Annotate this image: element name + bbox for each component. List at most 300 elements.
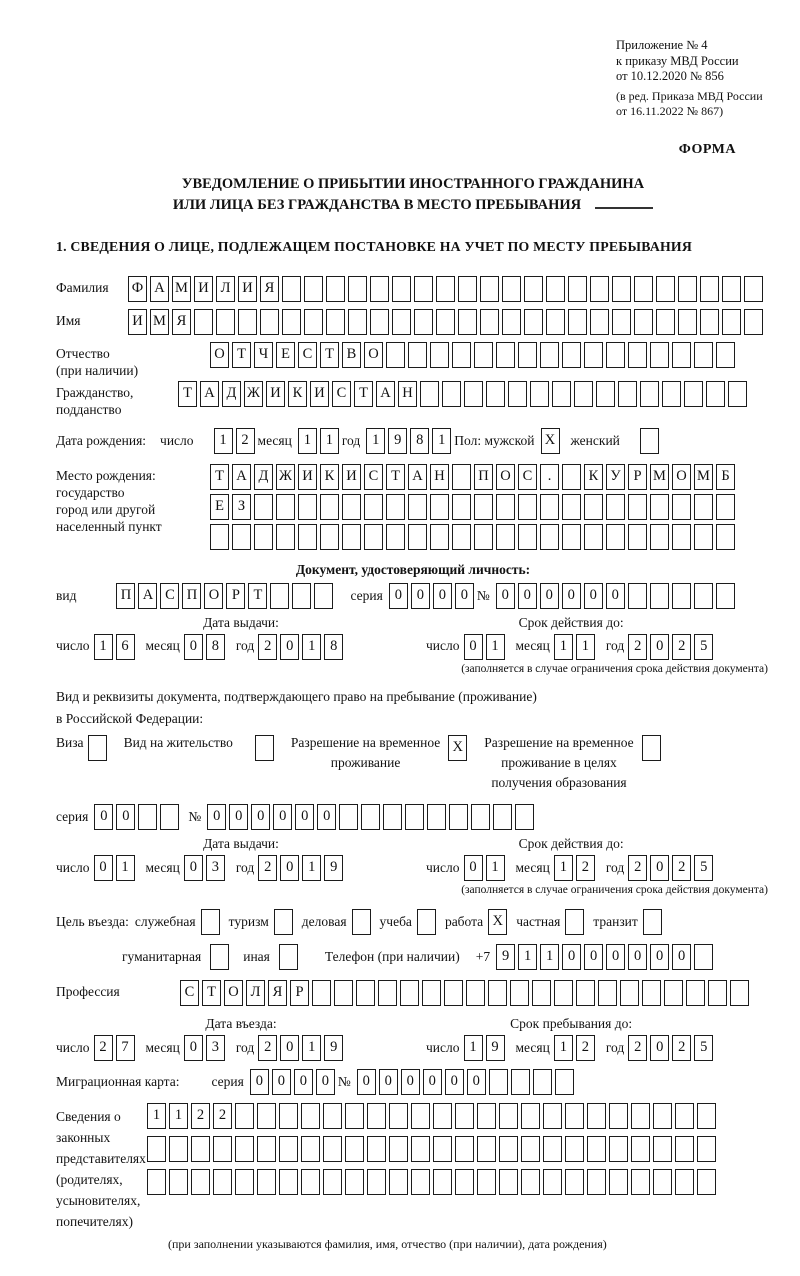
char-cell — [653, 1136, 672, 1162]
char-cell — [477, 1136, 496, 1162]
char-cell — [342, 494, 361, 520]
char-cell — [590, 309, 609, 335]
char-cell: 9 — [324, 855, 343, 881]
char-cell — [722, 309, 741, 335]
char-cell — [716, 583, 735, 609]
identity-doc-heading: Документ, удостоверяющий личность: — [295, 562, 531, 578]
char-cell — [389, 1169, 408, 1195]
char-cell — [502, 309, 521, 335]
char-cell — [260, 309, 279, 335]
char-cell — [471, 804, 490, 830]
char-cell — [653, 1169, 672, 1195]
char-cell — [489, 1069, 508, 1095]
char-cell — [422, 980, 441, 1006]
entry-month-label: месяц — [145, 1039, 180, 1055]
phone-label: Телефон (при наличии) — [324, 948, 460, 964]
char-cell: 2 — [672, 855, 691, 881]
char-cell: 1 — [169, 1103, 188, 1129]
citizenship-label: Гражданство, подданство — [56, 385, 134, 418]
identity-issue-heading: Дата выдачи: — [203, 615, 279, 631]
residence-valid-month-cells — [554, 855, 598, 881]
char-cell — [521, 1169, 540, 1195]
char-cell: 0 — [272, 1069, 291, 1095]
char-cell: 0 — [650, 1035, 669, 1061]
identity-vid-label: вид — [56, 587, 77, 603]
char-cell: О — [672, 464, 691, 490]
birth-month-label: месяц — [257, 432, 292, 448]
identity-valid-year-label: год — [605, 638, 625, 654]
char-cell: 1 — [576, 634, 595, 660]
char-cell — [640, 381, 659, 407]
residence-option-visa: Виза — [56, 733, 110, 761]
char-cell — [700, 309, 719, 335]
residence-issue-month-cells — [184, 855, 228, 881]
char-cell — [540, 342, 559, 368]
form-title — [56, 174, 770, 216]
char-cell: 1 — [366, 428, 385, 454]
char-cell — [411, 1169, 430, 1195]
char-cell — [455, 1103, 474, 1129]
purpose-checkbox — [210, 944, 229, 970]
char-cell: 2 — [672, 1035, 691, 1061]
char-cell: Т — [210, 464, 229, 490]
char-cell — [367, 1103, 386, 1129]
char-cell: Б — [716, 464, 735, 490]
char-cell: 1 — [320, 428, 339, 454]
identity-issue-day-cells — [94, 634, 138, 660]
char-cell — [532, 980, 551, 1006]
char-cell: Ф — [128, 276, 147, 302]
char-cell: О — [364, 342, 383, 368]
char-cell: 0 — [672, 944, 691, 970]
char-cell: 0 — [316, 1069, 335, 1095]
appendix-line: от 10.12.2020 № 856 — [616, 69, 724, 84]
char-cell: И — [266, 381, 285, 407]
char-cell: И — [238, 276, 257, 302]
char-cell: 9 — [388, 428, 407, 454]
char-cell — [499, 1103, 518, 1129]
char-cell: 9 — [496, 944, 515, 970]
identity-issue-day-label: число — [56, 638, 90, 654]
form-title-line1: УВЕДОМЛЕНИЕ О ПРИБЫТИИ ИНОСТРАННОГО ГРАЖДАНИНА — [181, 176, 645, 193]
stay-month-label: месяц — [515, 1039, 550, 1055]
identity-doc-note: (заполняется в случае ограничения срока действия документа) — [461, 662, 768, 675]
char-cell: 2 — [258, 855, 277, 881]
stay-day-cells — [464, 1035, 508, 1061]
char-cell — [609, 1136, 628, 1162]
char-cell: 0 — [423, 1069, 442, 1095]
char-cell: Т — [248, 583, 267, 609]
char-cell: Я — [260, 276, 279, 302]
char-cell — [524, 276, 543, 302]
char-cell — [716, 524, 735, 550]
char-cell — [279, 1136, 298, 1162]
char-cell — [678, 276, 697, 302]
residence-valid-day-cells — [464, 855, 508, 881]
residence-issue-heading: Дата выдачи: — [203, 836, 279, 852]
char-cell — [694, 583, 713, 609]
char-cell: 1 — [486, 855, 505, 881]
char-cell: Л — [216, 276, 235, 302]
char-cell — [442, 381, 461, 407]
char-cell — [455, 1169, 474, 1195]
char-cell — [257, 1136, 276, 1162]
identity-seria-label: серия — [350, 587, 383, 603]
char-cell: 1 — [147, 1103, 166, 1129]
char-cell: 0 — [464, 855, 483, 881]
purpose-option: туризм — [229, 909, 293, 935]
char-cell — [345, 1169, 364, 1195]
char-cell — [436, 309, 455, 335]
char-cell — [254, 524, 273, 550]
char-cell — [361, 804, 380, 830]
char-cell — [631, 1169, 650, 1195]
char-cell — [383, 804, 402, 830]
char-cell — [488, 980, 507, 1006]
residence-options — [56, 733, 770, 792]
char-cell — [466, 980, 485, 1006]
char-cell — [370, 276, 389, 302]
char-cell — [511, 1069, 530, 1095]
blank-underline — [595, 207, 653, 209]
char-cell: С — [332, 381, 351, 407]
char-cell — [634, 276, 653, 302]
char-cell: 0 — [184, 1035, 203, 1061]
purpose-option: служебная — [135, 909, 220, 935]
char-cell: 1 — [518, 944, 537, 970]
birth-place-cells — [210, 464, 738, 554]
char-cell — [420, 381, 439, 407]
forma-label: ФОРМА — [678, 141, 736, 157]
char-cell — [191, 1136, 210, 1162]
char-cell — [433, 1136, 452, 1162]
char-cell — [606, 494, 625, 520]
char-cell — [408, 494, 427, 520]
char-cell — [612, 276, 631, 302]
char-cell: А — [150, 276, 169, 302]
char-cell: М — [150, 309, 169, 335]
char-cell: 0 — [540, 583, 559, 609]
char-cell — [408, 524, 427, 550]
char-cell — [502, 276, 521, 302]
char-cell: 3 — [206, 1035, 225, 1061]
char-cell — [574, 381, 593, 407]
sex-male-checkbox: X — [541, 428, 560, 454]
purpose-checkbox — [201, 909, 220, 935]
phone-group — [325, 944, 716, 970]
char-cell: 0 — [295, 804, 314, 830]
char-cell: 2 — [576, 1035, 595, 1061]
entry-year-label: год — [235, 1039, 255, 1055]
char-cell — [716, 494, 735, 520]
char-cell — [345, 1103, 364, 1129]
char-cell — [326, 309, 345, 335]
char-cell — [650, 494, 669, 520]
identity-issue-month-label: месяц — [145, 638, 180, 654]
char-cell: Ч — [254, 342, 273, 368]
char-cell — [169, 1136, 188, 1162]
char-cell — [477, 1169, 496, 1195]
identity-valid-day-cells — [464, 634, 508, 660]
char-cell — [480, 276, 499, 302]
char-cell — [378, 980, 397, 1006]
char-cell: 0 — [650, 855, 669, 881]
surname-cells — [128, 276, 766, 302]
char-cell: Т — [202, 980, 221, 1006]
identity-issue-year-cells — [258, 634, 346, 660]
char-cell — [499, 1169, 518, 1195]
char-cell — [664, 980, 683, 1006]
stay-year-label: год — [605, 1039, 625, 1055]
char-cell: 0 — [584, 583, 603, 609]
char-cell — [620, 980, 639, 1006]
char-cell: 0 — [280, 855, 299, 881]
char-cell — [716, 342, 735, 368]
char-cell — [562, 342, 581, 368]
char-cell — [386, 524, 405, 550]
char-cell — [449, 804, 468, 830]
char-cell — [458, 276, 477, 302]
char-cell — [672, 342, 691, 368]
residence-issue-day-cells — [94, 855, 138, 881]
char-cell — [587, 1136, 606, 1162]
char-cell — [554, 980, 573, 1006]
char-cell — [565, 1103, 584, 1129]
vnj-checkbox — [255, 735, 274, 761]
char-cell — [430, 342, 449, 368]
char-cell: . — [540, 464, 559, 490]
char-cell — [301, 1169, 320, 1195]
char-cell — [672, 494, 691, 520]
char-cell — [216, 309, 235, 335]
char-cell: О — [204, 583, 223, 609]
char-cell — [282, 309, 301, 335]
char-cell: 2 — [258, 634, 277, 660]
char-cell — [706, 381, 725, 407]
purpose-checkbox — [643, 909, 662, 935]
char-cell: К — [584, 464, 603, 490]
char-cell: 0 — [207, 804, 226, 830]
char-cell — [213, 1136, 232, 1162]
char-cell: С — [298, 342, 317, 368]
char-cell: 5 — [694, 855, 713, 881]
char-cell: 2 — [213, 1103, 232, 1129]
birth-place-row2 — [210, 494, 738, 520]
migration-num-label: № — [337, 1073, 351, 1089]
char-cell: Е — [210, 494, 229, 520]
char-cell: О — [496, 464, 515, 490]
purpose-option: гуманитарная — [122, 944, 229, 970]
char-cell: 0 — [251, 804, 270, 830]
char-cell — [609, 1103, 628, 1129]
char-cell: Л — [246, 980, 265, 1006]
purpose-checkbox — [565, 909, 584, 935]
identity-doc-row — [56, 583, 770, 609]
char-cell: А — [200, 381, 219, 407]
entry-year-cells — [258, 1035, 346, 1061]
birth-date-label: Дата рождения: — [56, 432, 147, 448]
char-cell — [590, 276, 609, 302]
char-cell — [298, 524, 317, 550]
birth-place-row1 — [210, 464, 738, 490]
char-cell: 0 — [357, 1069, 376, 1095]
stay-until-heading: Срок пребывания до: — [510, 1016, 633, 1032]
char-cell — [515, 804, 534, 830]
migration-card-row — [56, 1069, 770, 1095]
char-cell: С — [518, 464, 537, 490]
char-cell — [684, 381, 703, 407]
char-cell — [458, 309, 477, 335]
residence-seria-cells — [94, 804, 182, 830]
char-cell — [722, 276, 741, 302]
char-cell: З — [232, 494, 251, 520]
char-cell — [342, 524, 361, 550]
identity-doc-dates — [56, 615, 770, 660]
char-cell — [276, 524, 295, 550]
char-cell: И — [342, 464, 361, 490]
char-cell — [238, 309, 257, 335]
char-cell — [496, 494, 515, 520]
char-cell — [552, 381, 571, 407]
char-cell: 0 — [250, 1069, 269, 1095]
char-cell — [650, 524, 669, 550]
char-cell — [169, 1169, 188, 1195]
char-cell — [323, 1103, 342, 1129]
legal-reps-label: Сведения о законных представителях (родителях, усыновителях, попечителях) — [56, 1109, 146, 1229]
char-cell — [279, 1169, 298, 1195]
char-cell — [348, 276, 367, 302]
entry-month-cells — [184, 1035, 228, 1061]
char-cell — [508, 381, 527, 407]
char-cell — [562, 494, 581, 520]
residence-doc-dates — [56, 836, 770, 881]
char-cell: С — [364, 464, 383, 490]
char-cell — [650, 342, 669, 368]
char-cell — [370, 309, 389, 335]
char-cell — [389, 1103, 408, 1129]
char-cell — [455, 1136, 474, 1162]
purpose-checkbox — [352, 909, 371, 935]
migration-card-label: Миграционная карта: — [56, 1073, 180, 1089]
char-cell — [235, 1103, 254, 1129]
char-cell — [279, 1103, 298, 1129]
char-cell: 1 — [554, 1035, 573, 1061]
char-cell: 6 — [116, 634, 135, 660]
char-cell — [452, 524, 471, 550]
char-cell: А — [376, 381, 395, 407]
char-cell — [728, 381, 747, 407]
char-cell — [628, 342, 647, 368]
char-cell — [474, 494, 493, 520]
char-cell: 1 — [540, 944, 559, 970]
char-cell: Е — [276, 342, 295, 368]
char-cell: 0 — [606, 944, 625, 970]
char-cell — [392, 276, 411, 302]
name-cells — [128, 309, 766, 335]
char-cell — [210, 524, 229, 550]
char-cell: Р — [628, 464, 647, 490]
char-cell — [323, 1136, 342, 1162]
purpose-checkbox — [279, 944, 298, 970]
appendix-block — [616, 38, 800, 119]
char-cell: 0 — [562, 944, 581, 970]
appendix-note-line: (в ред. Приказа МВД России — [616, 88, 763, 103]
char-cell — [618, 381, 637, 407]
char-cell — [496, 524, 515, 550]
char-cell — [411, 1136, 430, 1162]
entry-date-heading: Дата въезда: — [205, 1016, 277, 1032]
char-cell: 0 — [94, 804, 113, 830]
identity-valid-month-label: месяц — [515, 638, 550, 654]
identity-valid-year-cells — [628, 634, 716, 660]
char-cell — [411, 1103, 430, 1129]
char-cell — [562, 524, 581, 550]
char-cell — [433, 1169, 452, 1195]
char-cell — [312, 980, 331, 1006]
stay-month-cells — [554, 1035, 598, 1061]
residence-valid-year-label: год — [605, 859, 625, 875]
char-cell: 0 — [294, 1069, 313, 1095]
char-cell — [521, 1103, 540, 1129]
char-cell — [606, 524, 625, 550]
char-cell — [452, 494, 471, 520]
char-cell — [356, 980, 375, 1006]
residence-seria-label: серия — [56, 808, 89, 824]
residence-valid-heading: Срок действия до: — [518, 836, 624, 852]
identity-num-label: № — [476, 587, 490, 603]
purpose-option: учеба — [380, 909, 436, 935]
char-cell — [694, 494, 713, 520]
char-cell — [596, 381, 615, 407]
char-cell — [672, 583, 691, 609]
char-cell — [392, 309, 411, 335]
char-cell: 2 — [94, 1035, 113, 1061]
residence-issue-month-label: месяц — [145, 859, 180, 875]
purpose-option: частная — [516, 909, 584, 935]
char-cell — [609, 1169, 628, 1195]
char-cell — [565, 1136, 584, 1162]
char-cell — [697, 1169, 716, 1195]
char-cell: И — [194, 276, 213, 302]
char-cell: 0 — [401, 1069, 420, 1095]
char-cell — [678, 309, 697, 335]
char-cell — [320, 524, 339, 550]
char-cell — [675, 1136, 694, 1162]
char-cell — [339, 804, 358, 830]
char-cell — [612, 309, 631, 335]
char-cell — [486, 381, 505, 407]
char-cell — [694, 524, 713, 550]
residence-issue-year-cells — [258, 855, 346, 881]
migration-seria-cells — [250, 1069, 338, 1095]
migration-seria-label: серия — [211, 1073, 244, 1089]
char-cell — [518, 524, 537, 550]
migration-num-cells — [357, 1069, 577, 1095]
char-cell: 0 — [280, 1035, 299, 1061]
identity-vid-cells — [116, 583, 336, 609]
char-cell: А — [138, 583, 157, 609]
char-cell: 3 — [206, 855, 225, 881]
char-cell — [533, 1069, 552, 1095]
purpose-row1 — [56, 909, 770, 935]
char-cell: 2 — [236, 428, 255, 454]
char-cell — [254, 494, 273, 520]
char-cell — [543, 1103, 562, 1129]
char-cell: Я — [268, 980, 287, 1006]
char-cell: 0 — [606, 583, 625, 609]
char-cell — [452, 464, 471, 490]
residence-num-cells — [207, 804, 537, 830]
